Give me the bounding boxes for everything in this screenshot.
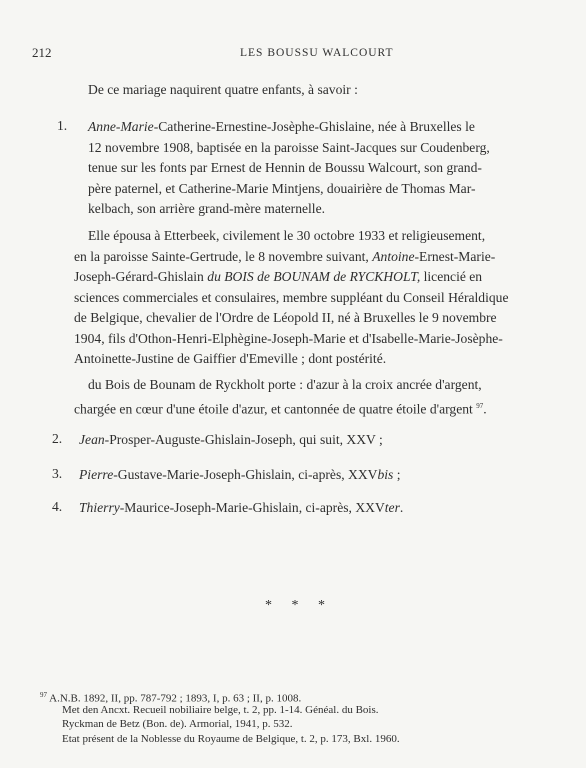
footnote-line-1-text: A.N.B. 1892, II, pp. 787-792 ; 1893, I, p. 63 ; II, p. 1008.: [49, 692, 302, 705]
intro-line: De ce mariage naquirent quatre enfants, à savoir :: [88, 82, 358, 97]
spouse-given-name: Antoine: [372, 248, 415, 264]
marriage-line-5: de Belgique, chevalier de l'Ordre de Léopold II, né à Bruxelles le 9 novembre: [74, 310, 497, 325]
running-title: LES BOUSSU WALCOURT: [240, 47, 394, 59]
child-2-line: [79, 430, 383, 451]
marriage-line-4: sciences commerciales et consulaires, membre suppléant du Conseil Héraldique: [74, 289, 509, 305]
child-1-number: 1.: [57, 118, 68, 133]
child-4-end: .: [399, 500, 404, 515]
child-4-rest: -Maurice-Joseph-Marie-Ghislain, ci-après, XXV: [119, 500, 385, 515]
child-3-line: [79, 465, 401, 486]
section-separator: * * *: [265, 598, 333, 613]
child-4-number: 4.: [52, 499, 63, 514]
child-2-number: 2.: [52, 431, 63, 446]
marriage-line-3-a: Joseph-Gérard-Ghislain: [74, 269, 208, 284]
child-4-suffix: ter: [384, 500, 400, 515]
arms-line-2-text: chargée en cœur d'une étoile d'azur, et cantonnée de quatre étoile d'argent: [74, 401, 473, 417]
footnote-marker: 97: [40, 691, 47, 699]
footnote-line-2: Met den Ancxt. Recueil nobiliaire belge, t. 2, pp. 1-14. Généal. du Bois.: [62, 703, 379, 716]
child-3-rest: -Gustave-Marie-Joseph-Ghislain, ci-après, XXV: [113, 467, 378, 482]
child-2-rest: -Prosper-Auguste-Ghislain-Joseph, qui suit, XXV ;: [104, 432, 383, 447]
marriage-line-6: 1904, fils d'Othon-Henri-Elphègine-Joseph-Marie et d'Isabelle-Marie-Josèphe-: [74, 330, 503, 346]
footnote-line-3: Ryckman de Betz (Bon. de). Armorial, 1941, p. 532.: [62, 718, 293, 730]
child-4-line: [79, 498, 403, 519]
marriage-line-2-b: -Ernest-Marie-: [414, 248, 496, 264]
child-2-given-name: Jean: [79, 432, 105, 447]
arms-line-1: du Bois de Bounam de Ryckholt porte : d'azur à la croix ancrée d'argent,: [88, 377, 482, 392]
child-1-line-5: kelbach, son arrière grand-mère maternelle.: [88, 201, 326, 216]
child-1-given-name: Anne-Marie: [88, 119, 154, 134]
marriage-line-3-b: licencié en: [420, 269, 483, 284]
marriage-line-7: Antoinette-Justine de Gaiffier d'Emeville ; dont postérité.: [74, 351, 387, 366]
child-3-end: ;: [393, 467, 401, 482]
child-1-line-2: 12 novembre 1908, baptisée en la paroisse Saint-Jacques sur Coudenberg,: [88, 139, 490, 155]
marriage-line-1: Elle épousa à Etterbeek, civilement le 30 octobre 1933 et religieusement,: [88, 228, 486, 243]
child-3-number: 3.: [52, 466, 63, 481]
marriage-line-2-a: en la paroisse Sainte-Gertrude, le 8 novembre suivant,: [74, 248, 373, 264]
child-4-given-name: Thierry: [79, 500, 120, 515]
page-number: 212: [32, 45, 52, 60]
child-3-given-name: Pierre: [79, 467, 114, 482]
spouse-family-name: du BOIS de BOUNAM de RYCKHOLT,: [207, 269, 421, 284]
child-3-suffix: bis: [377, 467, 394, 482]
arms-line-2: chargée en cœur d'une étoile d'azur, et cantonnée de quatre étoile d'argent $^{97}$.: [74, 401, 487, 417]
footnote-reference: 97: [476, 401, 484, 410]
child-1-line-3: tenue sur les fonts par Ernest de Hennin de Boussu Walcourt, son grand-: [88, 160, 482, 175]
footnote-line-4: Etat présent de la Noblesse du Royaume de Belgique, t. 2, p. 173, Bxl. 1960.: [62, 732, 400, 745]
child-1-line-4: père paternel, et Catherine-Marie Mintjens, douairière de Thomas Mar-: [88, 180, 476, 196]
child-1-line-1-rest: -Catherine-Ernestine-Josèphe-Ghislaine, née à Bruxelles le: [153, 119, 475, 134]
marriage-line-2: [74, 247, 495, 268]
child-1-line-1: [88, 117, 475, 138]
marriage-line-3: [74, 267, 482, 288]
